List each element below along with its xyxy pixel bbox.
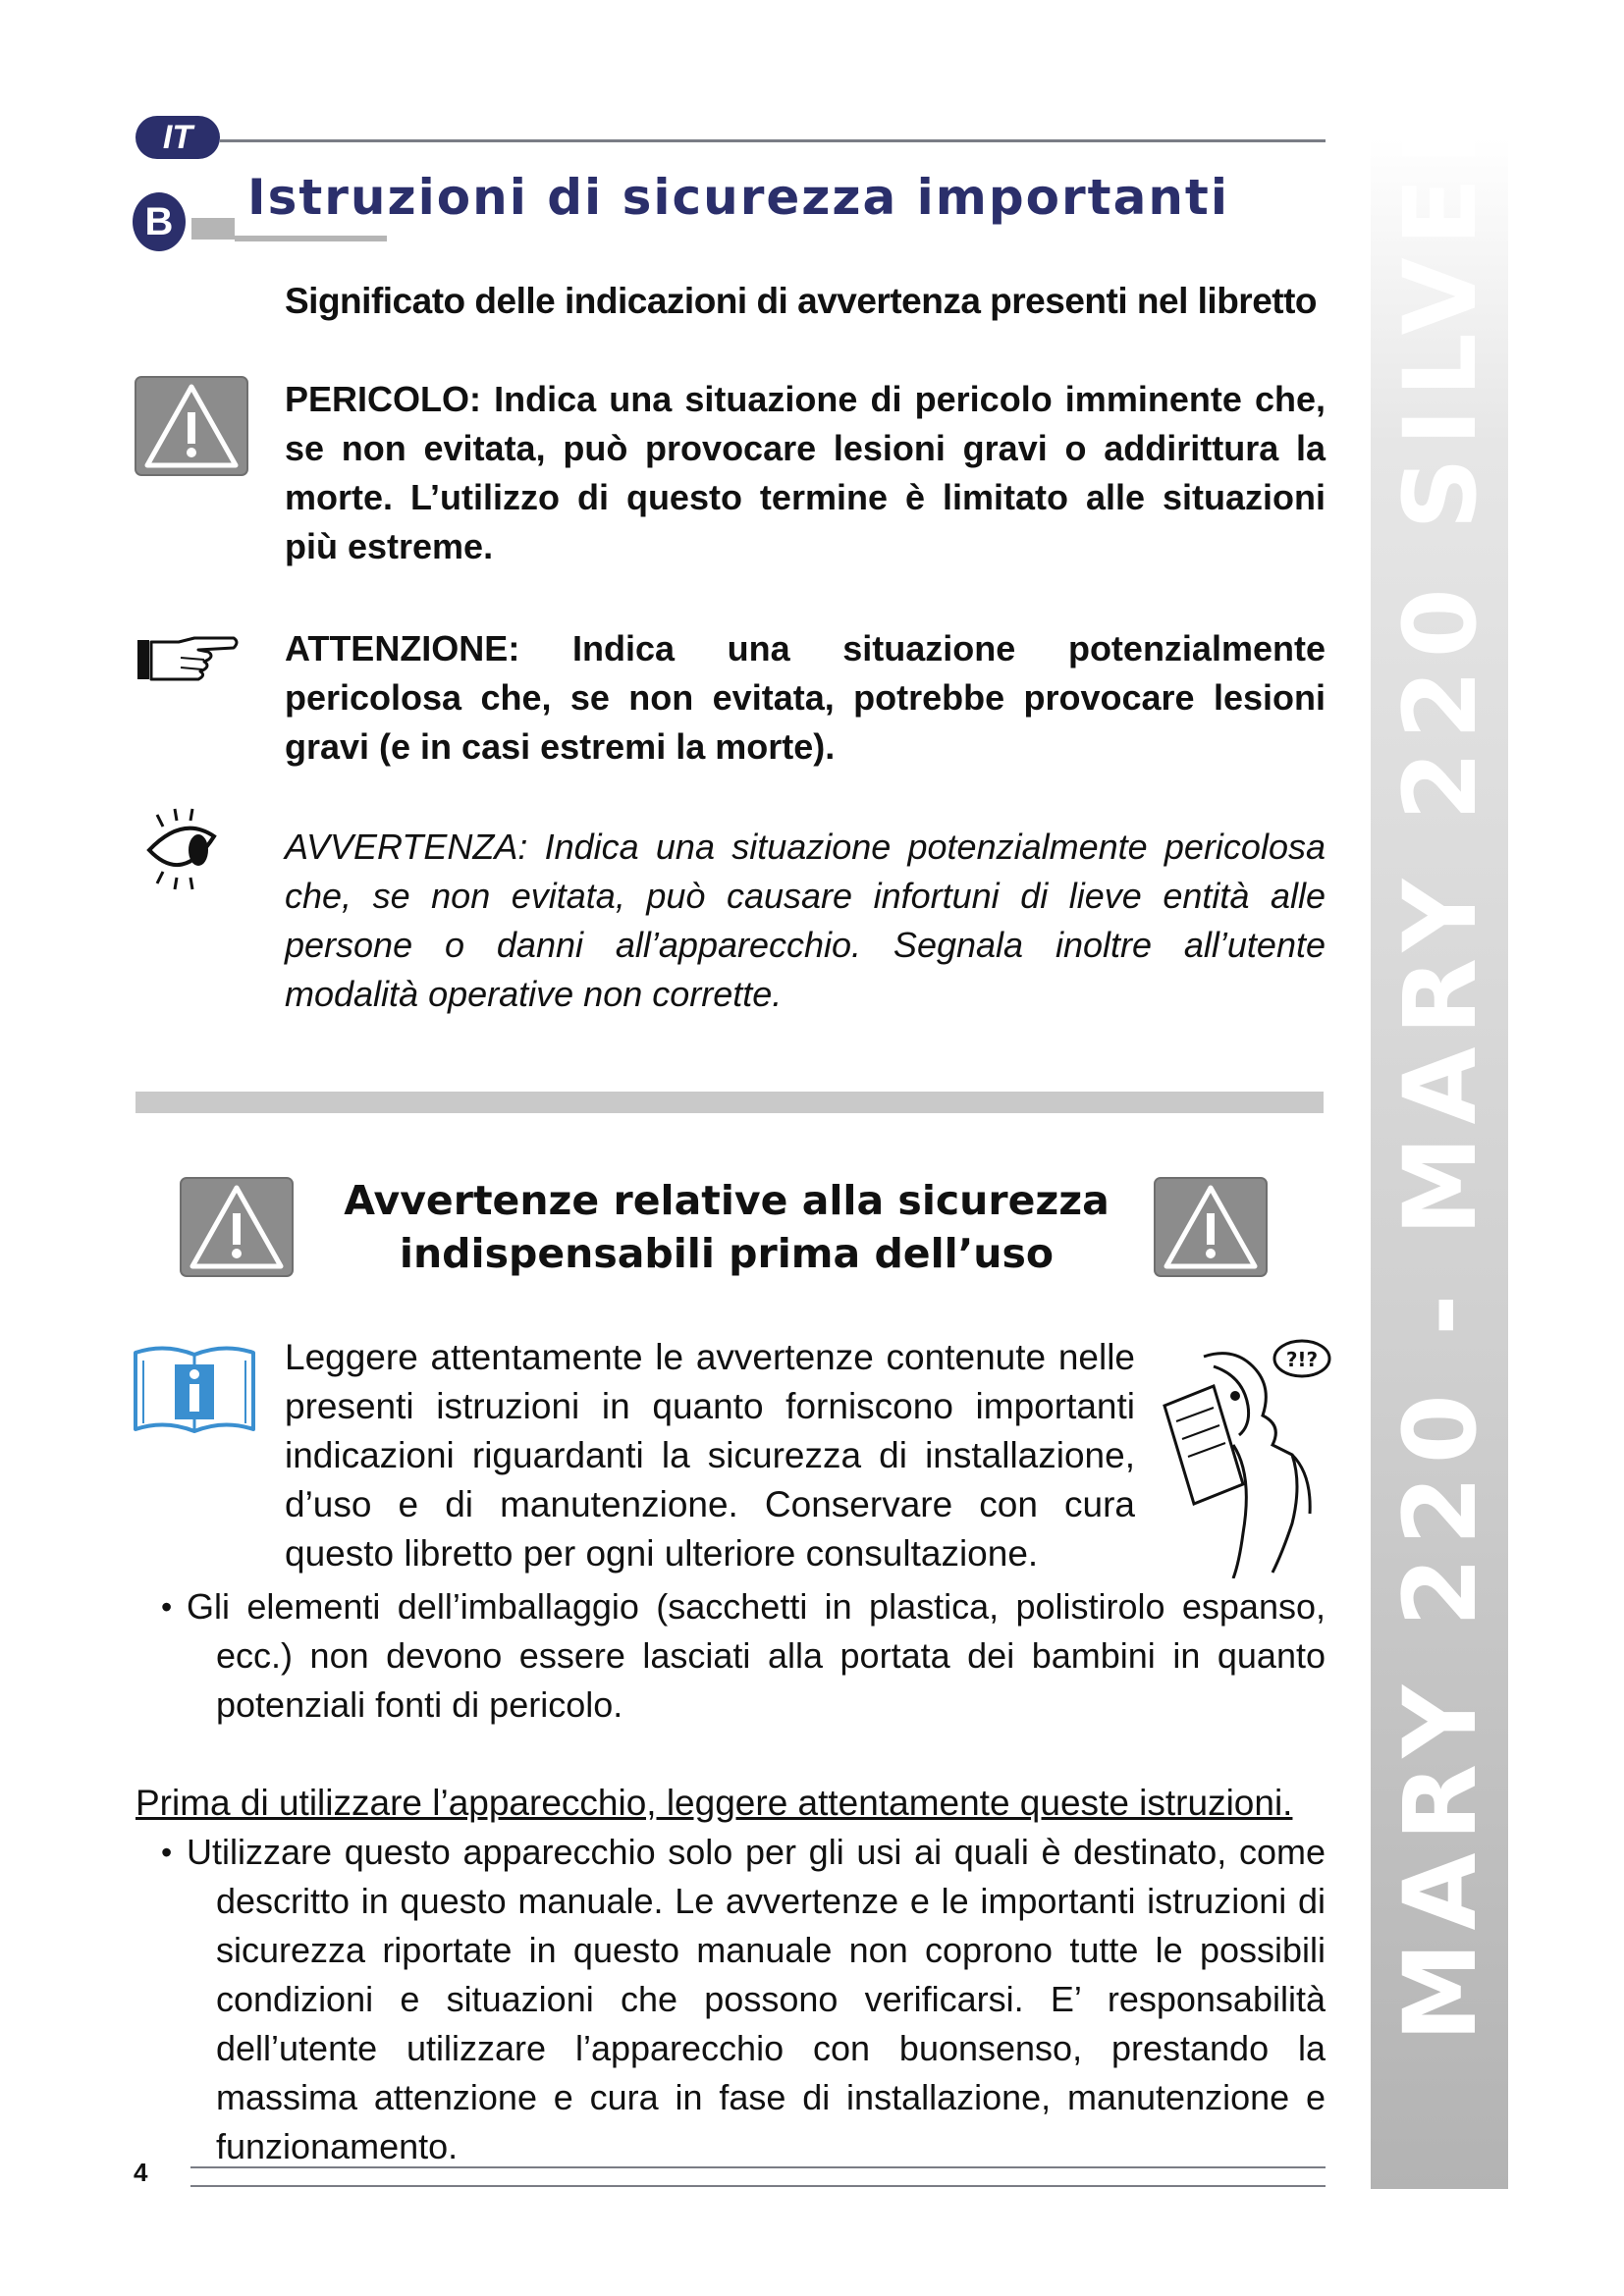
section-letter-badge: B xyxy=(133,192,186,251)
confused-bubble-label: ?!? xyxy=(1285,1348,1319,1371)
safety-heading-line-1: Avvertenze relative alla sicurezza xyxy=(344,1177,1110,1224)
danger-description: PERICOLO: Indica una situazione di pericolo imminente che, se non evitata, può provocare lesioni gravi o addirittura la morte. L’utilizzo di questo termine è limitato alle situazioni più estreme. xyxy=(285,379,1326,566)
warning-description: AVVERTENZA: Indica una situazione potenzialmente pericolosa che, se non evitata, può causare infortuni di lieve entità alle persone o danni all’apparecchio. Segnala inoltre all’utente modalità operative non corrette. xyxy=(285,827,1326,1014)
bullet-dot: • xyxy=(161,1835,173,1870)
attention-description: ATTENZIONE: Indica una situazione potenzialmente pericolosa che, se non evitata, potrebbe provocare lesioni gravi (e in casi estremi la morte). xyxy=(285,628,1326,767)
pointing-hand-icon xyxy=(135,628,240,687)
info-book-icon xyxy=(132,1341,257,1435)
page-title: Istruzioni di sicurezza importanti xyxy=(247,169,1229,226)
footer-rule xyxy=(190,2185,1326,2187)
eye-icon xyxy=(143,807,222,893)
header-rule xyxy=(220,139,1326,142)
bullet-dot: • xyxy=(161,1589,173,1625)
side-band-model-text: MARY 220 - MARY 220 SILVER xyxy=(1382,77,1499,2042)
safety-heading xyxy=(314,1174,1139,1280)
warning-triangle-icon xyxy=(179,1176,295,1278)
section-accent-bar xyxy=(191,218,235,240)
warning-triangle-icon xyxy=(134,375,249,477)
meaning-heading: Significato delle indicazioni di avvertenza presenti nel libretto xyxy=(285,281,1318,321)
section-divider xyxy=(135,1092,1324,1113)
before-use-heading: Prima di utilizzare l’apparecchio, leggere attentamente queste istruzioni. xyxy=(135,1783,1293,1823)
warning-triangle-icon xyxy=(1153,1176,1269,1278)
read-instructions-text: Leggere attentamente le avvertenze contenute nelle presenti istruzioni in quanto forniscono importanti indicazioni riguardanti la sicurezza di installazione, d’uso e di manutenzione. Conservare con cura questo libretto per ogni ulteriore consultazione. xyxy=(285,1337,1135,1574)
footer-rule xyxy=(190,2166,1326,2168)
page-number: 4 xyxy=(134,2158,148,2187)
intended-use-item: Utilizzare questo apparecchio solo per gli usi ai quali è destinato, come descritto in questo manuale. Le avvertenze e le importanti istruzioni di sicurezza riportate in questo manuale non coprono tutte le possibili condizioni e situazioni che possono verificarsi. E’ responsabilità dell’utente utilizzare l’apparecchio con buonsenso, prestando la massima attenzione e cura in fase di installazione, manutenzione e funzionamento. xyxy=(187,1832,1326,2166)
language-badge: IT xyxy=(135,116,220,159)
title-underline xyxy=(235,236,387,241)
reader-illustration xyxy=(1145,1337,1333,1578)
safety-heading-line-2: indispensabili prima dell’uso xyxy=(399,1230,1055,1277)
packaging-warning-item: Gli elementi dell’imballaggio (sacchetti in plastica, polistirolo espanso, ecc.) non devono essere lasciati alla portata dei bambini in quanto potenziali fonti di pericolo. xyxy=(187,1586,1326,1725)
